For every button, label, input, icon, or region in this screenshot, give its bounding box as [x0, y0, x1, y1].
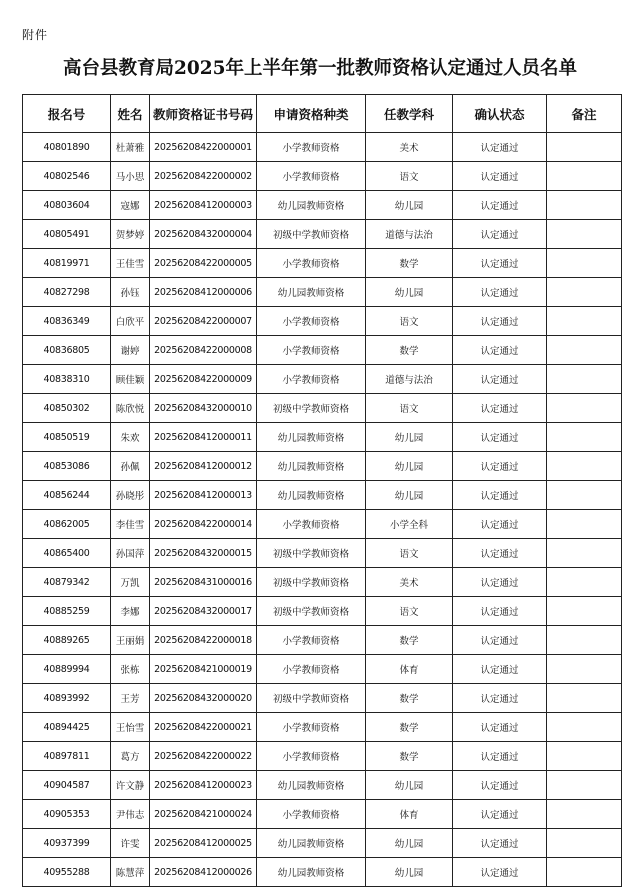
cell-type: 小学教师资格 — [257, 510, 366, 539]
table-row — [23, 597, 622, 626]
cell-cert-no: 20256208422000007 — [150, 307, 257, 336]
cell-status: 认定通过 — [453, 829, 547, 858]
cell-name: 尹伟志 — [111, 800, 150, 829]
cell-name: 孙国萍 — [111, 539, 150, 568]
cell-name: 王丽娟 — [111, 626, 150, 655]
cell-cert-no: 20256208432000010 — [150, 394, 257, 423]
table-row — [23, 510, 622, 539]
cell-cert-no: 20256208432000015 — [150, 539, 257, 568]
cell-status: 认定通过 — [453, 742, 547, 771]
cell-remark — [547, 220, 622, 249]
cell-cert-no: 20256208432000004 — [150, 220, 257, 249]
cell-subject: 幼儿园 — [366, 423, 453, 452]
cell-reg-no: 40885259 — [23, 597, 111, 626]
cell-cert-no: 20256208431000016 — [150, 568, 257, 597]
cell-status: 认定通过 — [453, 800, 547, 829]
cell-name: 李佳雪 — [111, 510, 150, 539]
cell-remark — [547, 278, 622, 307]
cell-status: 认定通过 — [453, 191, 547, 220]
cell-subject: 数学 — [366, 249, 453, 278]
cell-remark — [547, 626, 622, 655]
column-header-remark: 备注 — [547, 95, 622, 133]
cell-name: 许文静 — [111, 771, 150, 800]
cell-remark — [547, 336, 622, 365]
cell-reg-no: 40836805 — [23, 336, 111, 365]
cell-subject: 道德与法治 — [366, 365, 453, 394]
cell-reg-no: 40803604 — [23, 191, 111, 220]
cell-subject: 美术 — [366, 133, 453, 162]
cell-subject: 幼儿园 — [366, 278, 453, 307]
table-row — [23, 800, 622, 829]
cell-reg-no: 40937399 — [23, 829, 111, 858]
cell-subject: 幼儿园 — [366, 452, 453, 481]
cell-remark — [547, 800, 622, 829]
cell-reg-no: 40905353 — [23, 800, 111, 829]
table-row — [23, 481, 622, 510]
cell-reg-no: 40955288 — [23, 858, 111, 887]
cell-reg-no: 40801890 — [23, 133, 111, 162]
cell-status: 认定通过 — [453, 162, 547, 191]
cell-status: 认定通过 — [453, 539, 547, 568]
table-body — [23, 133, 622, 887]
cell-reg-no: 40805491 — [23, 220, 111, 249]
cell-type: 幼儿园教师资格 — [257, 829, 366, 858]
cell-reg-no: 40850302 — [23, 394, 111, 423]
cell-cert-no: 20256208422000022 — [150, 742, 257, 771]
cell-cert-no: 20256208412000026 — [150, 858, 257, 887]
table-row — [23, 452, 622, 481]
cell-type: 初级中学教师资格 — [257, 597, 366, 626]
document-title: 高台县教育局2025年上半年第一批教师资格认定通过人员名单 — [63, 58, 577, 79]
cell-type: 小学教师资格 — [257, 713, 366, 742]
cell-name: 谢婷 — [111, 336, 150, 365]
column-header-reg-no: 报名号 — [23, 95, 111, 133]
cell-reg-no: 40889994 — [23, 655, 111, 684]
cell-reg-no: 40894425 — [23, 713, 111, 742]
cell-subject: 美术 — [366, 568, 453, 597]
cell-remark — [547, 858, 622, 887]
cell-subject: 语文 — [366, 539, 453, 568]
cell-cert-no: 20256208422000005 — [150, 249, 257, 278]
cell-status: 认定通过 — [453, 655, 547, 684]
table-row — [23, 829, 622, 858]
cell-subject: 语文 — [366, 394, 453, 423]
cell-cert-no: 20256208422000021 — [150, 713, 257, 742]
cell-subject: 语文 — [366, 162, 453, 191]
cell-type: 幼儿园教师资格 — [257, 191, 366, 220]
cell-remark — [547, 829, 622, 858]
cell-status: 认定通过 — [453, 858, 547, 887]
attachment-label: 附件 — [22, 28, 49, 42]
cell-cert-no: 20256208412000023 — [150, 771, 257, 800]
cell-reg-no: 40893992 — [23, 684, 111, 713]
cell-name: 朱欢 — [111, 423, 150, 452]
cell-status: 认定通过 — [453, 597, 547, 626]
cell-subject: 幼儿园 — [366, 481, 453, 510]
cell-name: 王佳雪 — [111, 249, 150, 278]
table-row — [23, 684, 622, 713]
cell-remark — [547, 162, 622, 191]
table-row — [23, 713, 622, 742]
cell-cert-no: 20256208412000025 — [150, 829, 257, 858]
cell-name: 马小思 — [111, 162, 150, 191]
cell-name: 葛方 — [111, 742, 150, 771]
table-row — [23, 278, 622, 307]
table-row — [23, 249, 622, 278]
cell-subject: 幼儿园 — [366, 858, 453, 887]
cell-subject: 数学 — [366, 684, 453, 713]
cell-type: 小学教师资格 — [257, 162, 366, 191]
cell-reg-no: 40853086 — [23, 452, 111, 481]
cell-subject: 体育 — [366, 800, 453, 829]
cell-type: 小学教师资格 — [257, 336, 366, 365]
cell-name: 张栋 — [111, 655, 150, 684]
cell-type: 幼儿园教师资格 — [257, 452, 366, 481]
cell-status: 认定通过 — [453, 133, 547, 162]
cell-cert-no: 20256208412000012 — [150, 452, 257, 481]
cell-name: 王怡雪 — [111, 713, 150, 742]
cell-reg-no: 40865400 — [23, 539, 111, 568]
cell-reg-no: 40850519 — [23, 423, 111, 452]
cell-remark — [547, 191, 622, 220]
cell-type: 小学教师资格 — [257, 365, 366, 394]
table-row — [23, 771, 622, 800]
cell-type: 初级中学教师资格 — [257, 394, 366, 423]
cell-type: 幼儿园教师资格 — [257, 771, 366, 800]
cell-status: 认定通过 — [453, 568, 547, 597]
cell-reg-no: 40819971 — [23, 249, 111, 278]
cell-status: 认定通过 — [453, 278, 547, 307]
cell-name: 陈欣悦 — [111, 394, 150, 423]
cell-remark — [547, 307, 622, 336]
cell-subject: 幼儿园 — [366, 829, 453, 858]
cell-type: 幼儿园教师资格 — [257, 858, 366, 887]
cell-type: 初级中学教师资格 — [257, 568, 366, 597]
cell-reg-no: 40838310 — [23, 365, 111, 394]
cell-reg-no: 40879342 — [23, 568, 111, 597]
cell-remark — [547, 481, 622, 510]
cell-type: 小学教师资格 — [257, 249, 366, 278]
cell-type: 幼儿园教师资格 — [257, 481, 366, 510]
cell-type: 小学教师资格 — [257, 307, 366, 336]
cell-cert-no: 20256208422000014 — [150, 510, 257, 539]
table-row — [23, 539, 622, 568]
table-row — [23, 336, 622, 365]
table-row — [23, 394, 622, 423]
cell-type: 幼儿园教师资格 — [257, 423, 366, 452]
cell-reg-no: 40904587 — [23, 771, 111, 800]
table-row — [23, 365, 622, 394]
column-header-name: 姓名 — [111, 95, 150, 133]
cell-subject: 数学 — [366, 713, 453, 742]
cell-name: 孙佩 — [111, 452, 150, 481]
cell-subject: 道德与法治 — [366, 220, 453, 249]
cell-cert-no: 20256208432000020 — [150, 684, 257, 713]
cell-cert-no: 20256208412000006 — [150, 278, 257, 307]
table-row — [23, 191, 622, 220]
cell-type: 幼儿园教师资格 — [257, 278, 366, 307]
cell-status: 认定通过 — [453, 713, 547, 742]
cell-status: 认定通过 — [453, 307, 547, 336]
column-header-status: 确认状态 — [453, 95, 547, 133]
cell-remark — [547, 771, 622, 800]
table-row — [23, 742, 622, 771]
cell-remark — [547, 394, 622, 423]
cell-remark — [547, 684, 622, 713]
cell-remark — [547, 249, 622, 278]
cell-cert-no: 20256208422000001 — [150, 133, 257, 162]
cell-name: 贺梦婷 — [111, 220, 150, 249]
cell-reg-no: 40862005 — [23, 510, 111, 539]
cell-reg-no: 40856244 — [23, 481, 111, 510]
cell-status: 认定通过 — [453, 452, 547, 481]
cell-cert-no: 20256208421000019 — [150, 655, 257, 684]
cell-cert-no: 20256208422000009 — [150, 365, 257, 394]
cell-remark — [547, 539, 622, 568]
cell-type: 小学教师资格 — [257, 655, 366, 684]
cell-remark — [547, 597, 622, 626]
cell-subject: 幼儿园 — [366, 771, 453, 800]
cell-status: 认定通过 — [453, 626, 547, 655]
table-header-row — [23, 95, 622, 133]
cell-subject: 语文 — [366, 597, 453, 626]
cell-status: 认定通过 — [453, 220, 547, 249]
cell-type: 小学教师资格 — [257, 626, 366, 655]
cell-status: 认定通过 — [453, 510, 547, 539]
cell-remark — [547, 452, 622, 481]
column-header-type: 申请资格种类 — [257, 95, 366, 133]
column-header-subject: 任教学科 — [366, 95, 453, 133]
table-row — [23, 307, 622, 336]
table-row — [23, 133, 622, 162]
table-row — [23, 220, 622, 249]
cell-cert-no: 20256208422000018 — [150, 626, 257, 655]
cell-name: 陈慧萍 — [111, 858, 150, 887]
cell-type: 小学教师资格 — [257, 800, 366, 829]
cell-type: 初级中学教师资格 — [257, 684, 366, 713]
table-row — [23, 423, 622, 452]
cell-type: 初级中学教师资格 — [257, 220, 366, 249]
cell-cert-no: 20256208412000011 — [150, 423, 257, 452]
cell-subject: 数学 — [366, 742, 453, 771]
cell-status: 认定通过 — [453, 249, 547, 278]
cell-cert-no: 20256208412000003 — [150, 191, 257, 220]
cell-status: 认定通过 — [453, 684, 547, 713]
cell-name: 许雯 — [111, 829, 150, 858]
cell-type: 小学教师资格 — [257, 133, 366, 162]
cell-subject: 数学 — [366, 626, 453, 655]
cell-subject: 语文 — [366, 307, 453, 336]
cell-cert-no: 20256208412000013 — [150, 481, 257, 510]
cell-status: 认定通过 — [453, 336, 547, 365]
cell-name: 万凯 — [111, 568, 150, 597]
cell-reg-no: 40827298 — [23, 278, 111, 307]
cell-status: 认定通过 — [453, 771, 547, 800]
cell-remark — [547, 510, 622, 539]
cell-status: 认定通过 — [453, 423, 547, 452]
cell-name: 杜萧雅 — [111, 133, 150, 162]
cell-name: 白欣平 — [111, 307, 150, 336]
cell-name: 李娜 — [111, 597, 150, 626]
cell-remark — [547, 742, 622, 771]
cell-remark — [547, 365, 622, 394]
cell-name: 王芳 — [111, 684, 150, 713]
cell-cert-no: 20256208432000017 — [150, 597, 257, 626]
table-row — [23, 568, 622, 597]
cell-type: 初级中学教师资格 — [257, 539, 366, 568]
cell-name: 孙晓彤 — [111, 481, 150, 510]
cell-cert-no: 20256208422000002 — [150, 162, 257, 191]
cell-reg-no: 40836349 — [23, 307, 111, 336]
cell-type: 小学教师资格 — [257, 742, 366, 771]
cell-subject: 数学 — [366, 336, 453, 365]
table-row — [23, 626, 622, 655]
cell-reg-no: 40897811 — [23, 742, 111, 771]
cell-status: 认定通过 — [453, 365, 547, 394]
cell-remark — [547, 133, 622, 162]
roster-table — [22, 94, 622, 887]
cell-cert-no: 20256208422000008 — [150, 336, 257, 365]
cell-remark — [547, 423, 622, 452]
cell-reg-no: 40889265 — [23, 626, 111, 655]
cell-name: 寇娜 — [111, 191, 150, 220]
cell-subject: 幼儿园 — [366, 191, 453, 220]
table-row — [23, 162, 622, 191]
cell-subject: 小学全科 — [366, 510, 453, 539]
cell-name: 孙钰 — [111, 278, 150, 307]
cell-remark — [547, 568, 622, 597]
cell-status: 认定通过 — [453, 394, 547, 423]
table-row — [23, 858, 622, 887]
cell-remark — [547, 655, 622, 684]
cell-subject: 体育 — [366, 655, 453, 684]
table-row — [23, 655, 622, 684]
cell-reg-no: 40802546 — [23, 162, 111, 191]
cell-remark — [547, 713, 622, 742]
column-header-cert-no: 教师资格证书号码 — [150, 95, 257, 133]
cell-status: 认定通过 — [453, 481, 547, 510]
cell-cert-no: 20256208421000024 — [150, 800, 257, 829]
cell-name: 顾佳颖 — [111, 365, 150, 394]
